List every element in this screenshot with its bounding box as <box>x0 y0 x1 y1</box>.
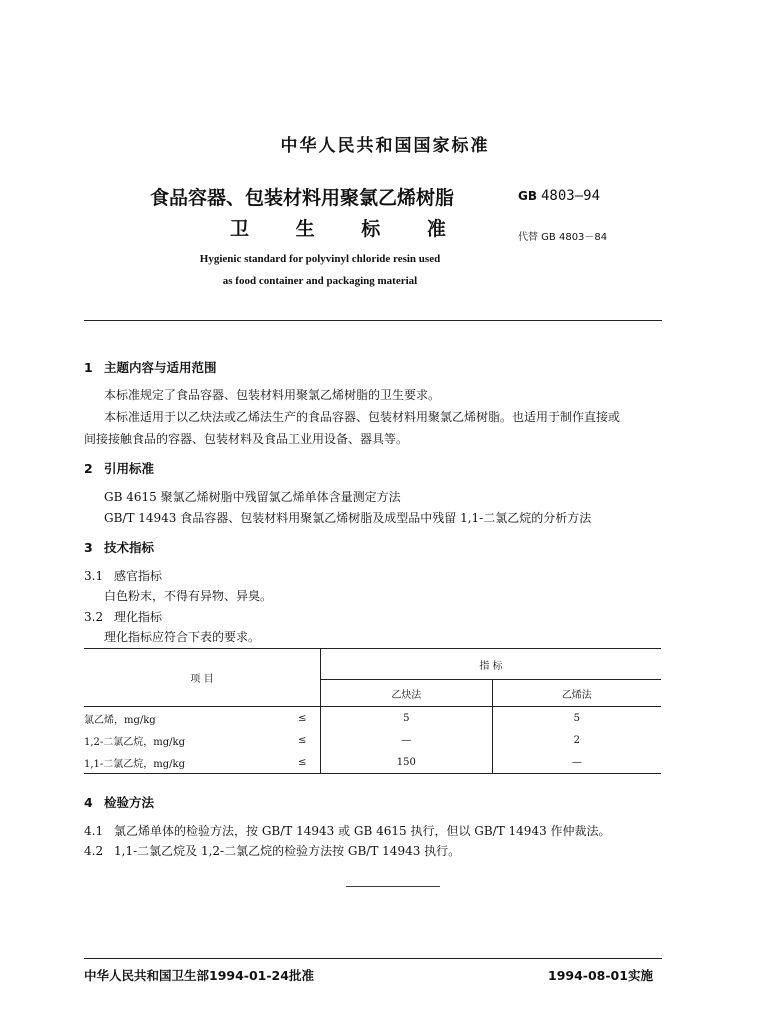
table-cell-item: 1,1-二氯乙烷，mg/kg <box>84 758 185 770</box>
subsection-3-1-text: 白色粉末，不得有异物、异臭。 <box>104 589 273 603</box>
section-4-heading <box>84 793 154 811</box>
subsection-number: 4.1 <box>84 824 104 838</box>
gb-number: 4803—94 <box>541 188 601 204</box>
section-1-heading <box>84 358 217 376</box>
section-title: 主题内容与适用范围 <box>104 360 217 375</box>
approval-date: 中华人民共和国卫生部1994-01-24批准 <box>84 968 314 983</box>
standard-title-line2: 卫 生 标 准 <box>230 218 466 240</box>
subsection-title: 理化指标 <box>114 610 163 624</box>
reference-gb4615: GB 4615 聚氯乙烯树脂中残留氯乙烯单体含量测定方法 <box>104 490 401 504</box>
subsection-title: 感官指标 <box>114 569 163 583</box>
gb-prefix: GB <box>518 189 537 203</box>
subsection-text: 1,1-二氯乙烷及 1,2-二氯乙烷的检验方法按 GB/T 14943 执行。 <box>114 844 461 858</box>
table-cell-comparator: ≤ <box>298 712 307 724</box>
footer-divider <box>84 958 662 959</box>
table-cell-ethylene: 2 <box>492 729 661 751</box>
effective-date: 1994-08-01实施 <box>548 968 653 983</box>
national-standard-heading: 中华人民共和国国家标准 <box>280 136 490 156</box>
section-title: 技术指标 <box>104 540 155 555</box>
table-header-acetylene-method: 乙炔法 <box>321 680 493 707</box>
table-cell-ethylene: — <box>492 751 661 774</box>
table-row <box>84 707 661 730</box>
subsection-3-1 <box>84 567 162 584</box>
table-header-index: 指 标 <box>321 649 662 680</box>
table-cell-comparator: ≤ <box>298 756 307 768</box>
standard-number <box>518 188 600 204</box>
replaces-note: 代替 GB 4803－84 <box>518 232 608 243</box>
section-number: 1 <box>84 360 93 375</box>
section-title: 引用标准 <box>104 461 155 476</box>
table-row <box>84 751 661 774</box>
section-1-paragraph-2-cont: 间接接触食品的容器、包装材料及食品工业用设备、器具等。 <box>84 432 409 446</box>
table-cell-item: 氯乙烯，mg/kg <box>84 714 156 726</box>
subsection-4-1 <box>84 822 611 839</box>
subsection-4-2 <box>84 842 460 859</box>
section-3-heading <box>84 538 154 556</box>
section-2-heading <box>84 459 154 477</box>
physicochemical-index-table <box>84 648 661 774</box>
table-header-item: 项 目 <box>190 674 214 685</box>
header-divider <box>84 320 662 321</box>
english-title-line2: as food container and packaging material <box>222 275 418 287</box>
english-title-line1: Hygienic standard for polyvinyl chloride resin used <box>199 253 441 265</box>
section-number: 2 <box>84 461 93 476</box>
subsection-text: 氯乙烯单体的检验方法，按 GB/T 14943 或 GB 4615 执行，但以 GB/T 14943 作仲裁法。 <box>114 824 611 838</box>
standard-title: 食品容器、包装材料用聚氯乙烯树脂 <box>150 187 455 209</box>
table-cell-acetylene: 5 <box>321 707 493 730</box>
subsection-3-2-text: 理化指标应符合下表的要求。 <box>104 630 261 644</box>
section-title: 检验方法 <box>104 795 155 810</box>
section-number: 3 <box>84 540 93 555</box>
subsection-number: 3.1 <box>84 569 104 583</box>
reference-gbt14943: GB/T 14943 食品容器、包装材料用聚氯乙烯树脂及成型品中残留 1,1-二氯乙烷的分析方法 <box>104 511 592 525</box>
subsection-3-2 <box>84 608 162 625</box>
section-1-paragraph-1: 本标准规定了食品容器、包装材料用聚氯乙烯树脂的卫生要求。 <box>104 388 441 402</box>
table-cell-ethylene: 5 <box>492 707 661 730</box>
table-cell-acetylene: 150 <box>321 751 493 774</box>
subsection-number: 3.2 <box>84 610 104 624</box>
table-cell-acetylene: — <box>321 729 493 751</box>
table-cell-item: 1,2-二氯乙烷，mg/kg <box>84 736 185 748</box>
section-number: 4 <box>84 795 93 810</box>
table-cell-comparator: ≤ <box>298 734 307 746</box>
end-of-text-rule <box>346 886 440 887</box>
table-header-ethylene-method: 乙烯法 <box>492 680 661 707</box>
subsection-number: 4.2 <box>84 844 104 858</box>
section-1-paragraph-2: 本标准适用于以乙炔法或乙烯法生产的食品容器、包装材料用聚氯乙烯树脂。也适用于制作直接或 <box>104 410 621 424</box>
table-row <box>84 729 661 751</box>
